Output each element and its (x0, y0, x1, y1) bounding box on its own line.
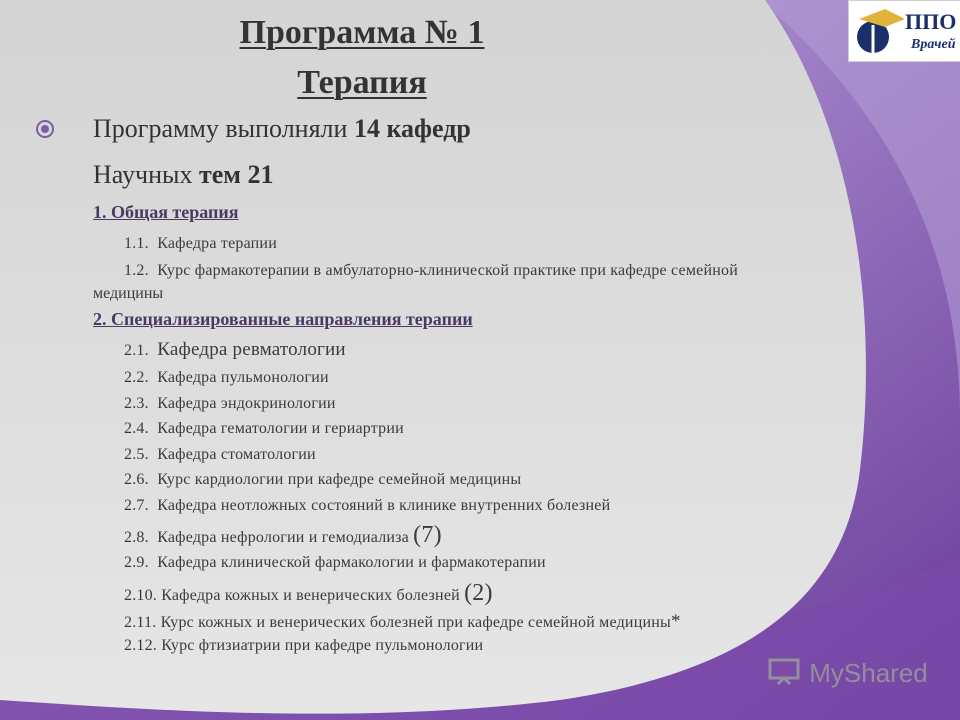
item-text: Кафедра гематологии и гериартрии (157, 420, 404, 437)
list-item (124, 235, 277, 253)
item-number: 2.4. (124, 420, 149, 437)
circle-bullet-icon (34, 118, 56, 140)
list-item (124, 446, 316, 464)
list-item (124, 497, 610, 515)
item-number: 2.12. (124, 637, 157, 654)
item-number: 2.1. (124, 342, 149, 359)
list-item (124, 395, 336, 413)
list-item-continuation: медицины (93, 285, 164, 302)
item-text: Кафедра нефрологии и гемодиализа (157, 529, 409, 546)
myshared-watermark (768, 656, 928, 689)
logo-sub-text: Врачей (911, 37, 956, 52)
item-number: 2.2. (124, 369, 149, 386)
list-item (124, 580, 493, 607)
item-text: Кафедра кожных и венерических болезней (161, 587, 460, 604)
item-count: (2) (464, 580, 493, 606)
item-text: Кафедра неотложных состояний в клинике внутренних болезней (157, 497, 611, 514)
item-number: 1.1. (124, 235, 149, 252)
list-item (124, 637, 483, 655)
item-text: Кафедра пульмонологии (157, 369, 329, 386)
item-number: 2.9. (124, 554, 149, 571)
intro-line1-bold: 14 кафедр (353, 114, 471, 143)
list-item (124, 471, 521, 489)
list-item (124, 522, 442, 549)
intro-line1-prefix: Программу выполняли (93, 114, 354, 143)
item-number: 2.8. (124, 529, 149, 546)
list-item (124, 611, 681, 633)
slide-title: Программа № 1 (239, 14, 485, 51)
presentation-icon (768, 656, 802, 686)
item-text: Кафедра терапии (157, 235, 277, 252)
section-heading-2: 2. Специализированные направления терапии (93, 309, 473, 329)
item-number: 2.3. (124, 395, 149, 412)
item-number: 2.6. (124, 471, 149, 488)
item-asterisk: * (670, 611, 681, 632)
item-count: (7) (413, 522, 442, 548)
intro-line-departments (93, 114, 471, 144)
list-item (124, 554, 546, 572)
item-number: 2.5. (124, 446, 149, 463)
list-item (124, 420, 404, 438)
section-heading-1: 1. Общая терапия (93, 202, 239, 222)
intro-line-topics (93, 160, 274, 190)
item-text: Курс кожных и венерических болезней при кафедре семейной медицины (160, 614, 671, 631)
item-text: Курс фтизиатрии при кафедре пульмонологии (161, 637, 484, 654)
item-number: 2.11. (124, 614, 157, 631)
ppo-vrachei-logo (848, 0, 960, 62)
item-number: 2.10. (124, 587, 157, 604)
intro-line2-prefix: Научных (93, 160, 199, 189)
item-text: Кафедра стоматологии (157, 446, 316, 463)
list-item (124, 339, 346, 361)
item-text: Курс фармакотерапии в амбулаторно-клинической практике при кафедре семейной (157, 262, 738, 279)
intro-line2-bold: тем 21 (198, 160, 274, 189)
item-text: Кафедра ревматологии (157, 339, 346, 360)
item-number: 2.7. (124, 497, 149, 514)
item-number: 1.2. (124, 262, 149, 279)
slide-subtitle: Терапия (297, 64, 427, 101)
list-item (124, 369, 329, 387)
item-text: Кафедра эндокринологии (157, 395, 336, 412)
list-item (124, 262, 738, 280)
item-text: Курс кардиологии при кафедре семейной медицины (157, 471, 522, 488)
watermark-text: MyShared (809, 658, 928, 688)
logo-main-text: ППО (905, 9, 957, 34)
item-text: Кафедра клинической фармакологии и фармакотерапии (157, 554, 546, 571)
